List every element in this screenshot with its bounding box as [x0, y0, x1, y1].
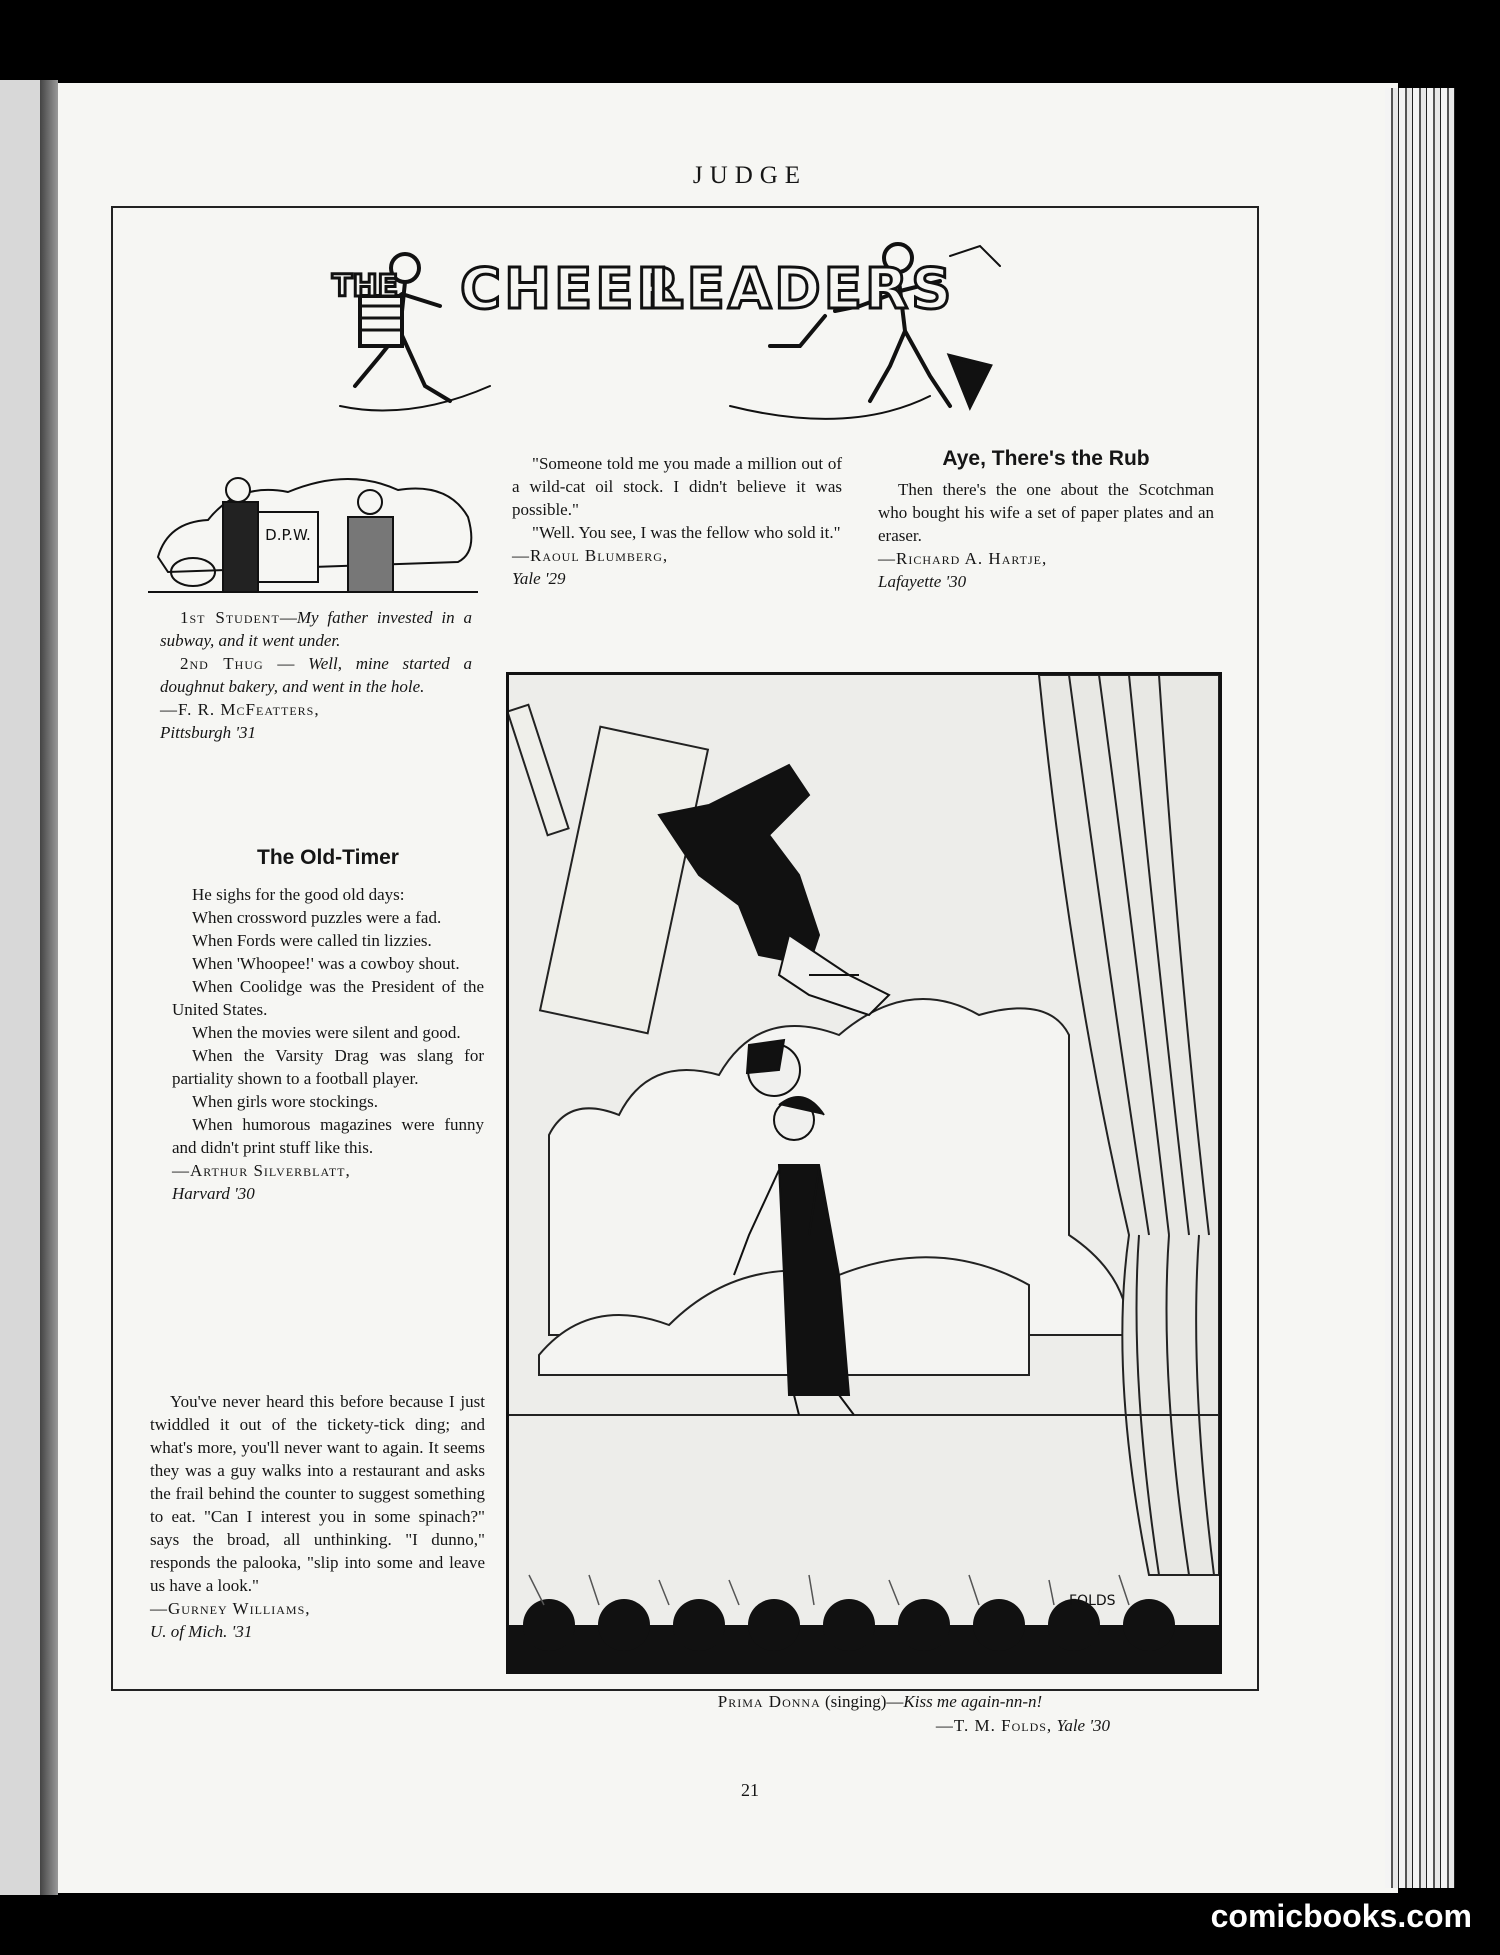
byline-school: Lafayette '30 — [878, 572, 967, 591]
student-line: My father invested in a subway, and it went under. — [160, 608, 472, 650]
old-timer-title: The Old-Timer — [257, 846, 399, 869]
poem-line: He sighs for the good old days: — [192, 885, 405, 904]
caption-note: (singing)— — [825, 1692, 904, 1711]
caption-line: Kiss me again-nn-n! — [903, 1692, 1043, 1711]
byline-author: —Raoul Blumberg, — [512, 546, 669, 565]
byline-school: Pittsburgh '31 — [160, 723, 257, 742]
poem-line: When the Varsity Drag was slang for partiality shown to a football player. — [172, 1046, 484, 1088]
page-number: 21 — [741, 1780, 759, 1800]
rub-joke — [878, 447, 1214, 593]
dpw-illustration — [148, 462, 478, 600]
left-page-edge — [0, 80, 58, 1895]
poem-line: When Fords were called tin lizzies. — [192, 931, 432, 950]
speaker-second-thug: 2nd Thug — [180, 654, 264, 673]
joke-paragraph: "Someone told me you made a million out of a wild-cat oil stock. I didn't believe it was possible." — [512, 454, 842, 519]
cartoon-signature: FOLDS — [1069, 1593, 1116, 1609]
poem-line: When Coolidge was the President of the United States. — [172, 977, 484, 1019]
title-art-the: THE — [332, 269, 399, 304]
cartoon-caption — [620, 1690, 1140, 1738]
joke-paragraph: "Well. You see, I was the fellow who sold it." — [532, 523, 841, 542]
spinach-joke — [150, 1390, 485, 1643]
title-art-leaders: LEADERS — [648, 257, 955, 322]
title-art-cheer: CHEER — [460, 257, 683, 322]
caption-speaker: Prima Donna — [717, 1692, 821, 1711]
byline-school: U. of Mich. '31 — [150, 1622, 253, 1641]
cartoon-illustration — [509, 675, 1219, 1671]
page-stack-edge — [1385, 88, 1455, 1888]
student-joke: 1st Student—My father invested in a subway, and it went under. 2nd Thug — Well, mine started a doughnut bakery, and went in the hole. —F. R. McFeatters, Pittsburgh '31 — [160, 608, 472, 742]
old-timer-poem — [172, 846, 484, 1205]
byline-author: —Arthur Silverblatt, — [172, 1161, 351, 1180]
caption-credit-school: Yale '30 — [1056, 1716, 1110, 1735]
page-gutter-shadow — [40, 80, 58, 1895]
joke-paragraph: You've never heard this before because I just twiddled it out of the tickety-tick ding; and what's more, you'll never want to again. It seems they was a guy walks into a restaurant and asks the frail behind the counter to suggest something to eat. "Can I interest you in some spinach?" says the broad, all unthinking. "I dunno," responds the palooka, "slip into some and leave us have a look." — [150, 1392, 485, 1595]
poem-line: When humorous magazines were funny and didn't print stuff like this. — [172, 1115, 484, 1157]
poem-line: When 'Whoopee!' was a cowboy shout. — [192, 954, 460, 973]
running-head: JUDGE — [692, 162, 808, 189]
poem-line: When crossword puzzles were a fad. — [192, 908, 442, 927]
byline-author: —Richard A. Hartje, — [878, 549, 1048, 568]
caption-credit-author: —T. M. Folds, — [935, 1716, 1053, 1735]
byline-school: Yale '29 — [512, 569, 566, 588]
joke-paragraph: Then there's the one about the Scotchman who bought his wife a set of paper plates and an eraser. — [878, 480, 1214, 545]
byline-author: —Gurney Williams, — [150, 1599, 311, 1618]
prima-donna-cartoon — [506, 672, 1222, 1674]
oil-stock-joke — [512, 452, 842, 590]
rub-title: Aye, There's the Rub — [942, 447, 1150, 470]
poem-line: When the movies were silent and good. — [192, 1023, 461, 1042]
cheer-leaders-title-art — [330, 236, 1030, 436]
watermark: comicbooks.com — [1210, 1898, 1472, 1934]
thug-line: Well, mine started a doughnut bakery, and went in the hole. — [160, 654, 472, 696]
byline-school: Harvard '30 — [172, 1184, 255, 1203]
dpw-sign: D.P.W. — [265, 526, 311, 544]
poem-line: When girls wore stockings. — [192, 1092, 379, 1111]
speaker-first-student: 1st Student — [180, 608, 280, 627]
byline-author: —F. R. McFeatters, — [160, 700, 320, 719]
